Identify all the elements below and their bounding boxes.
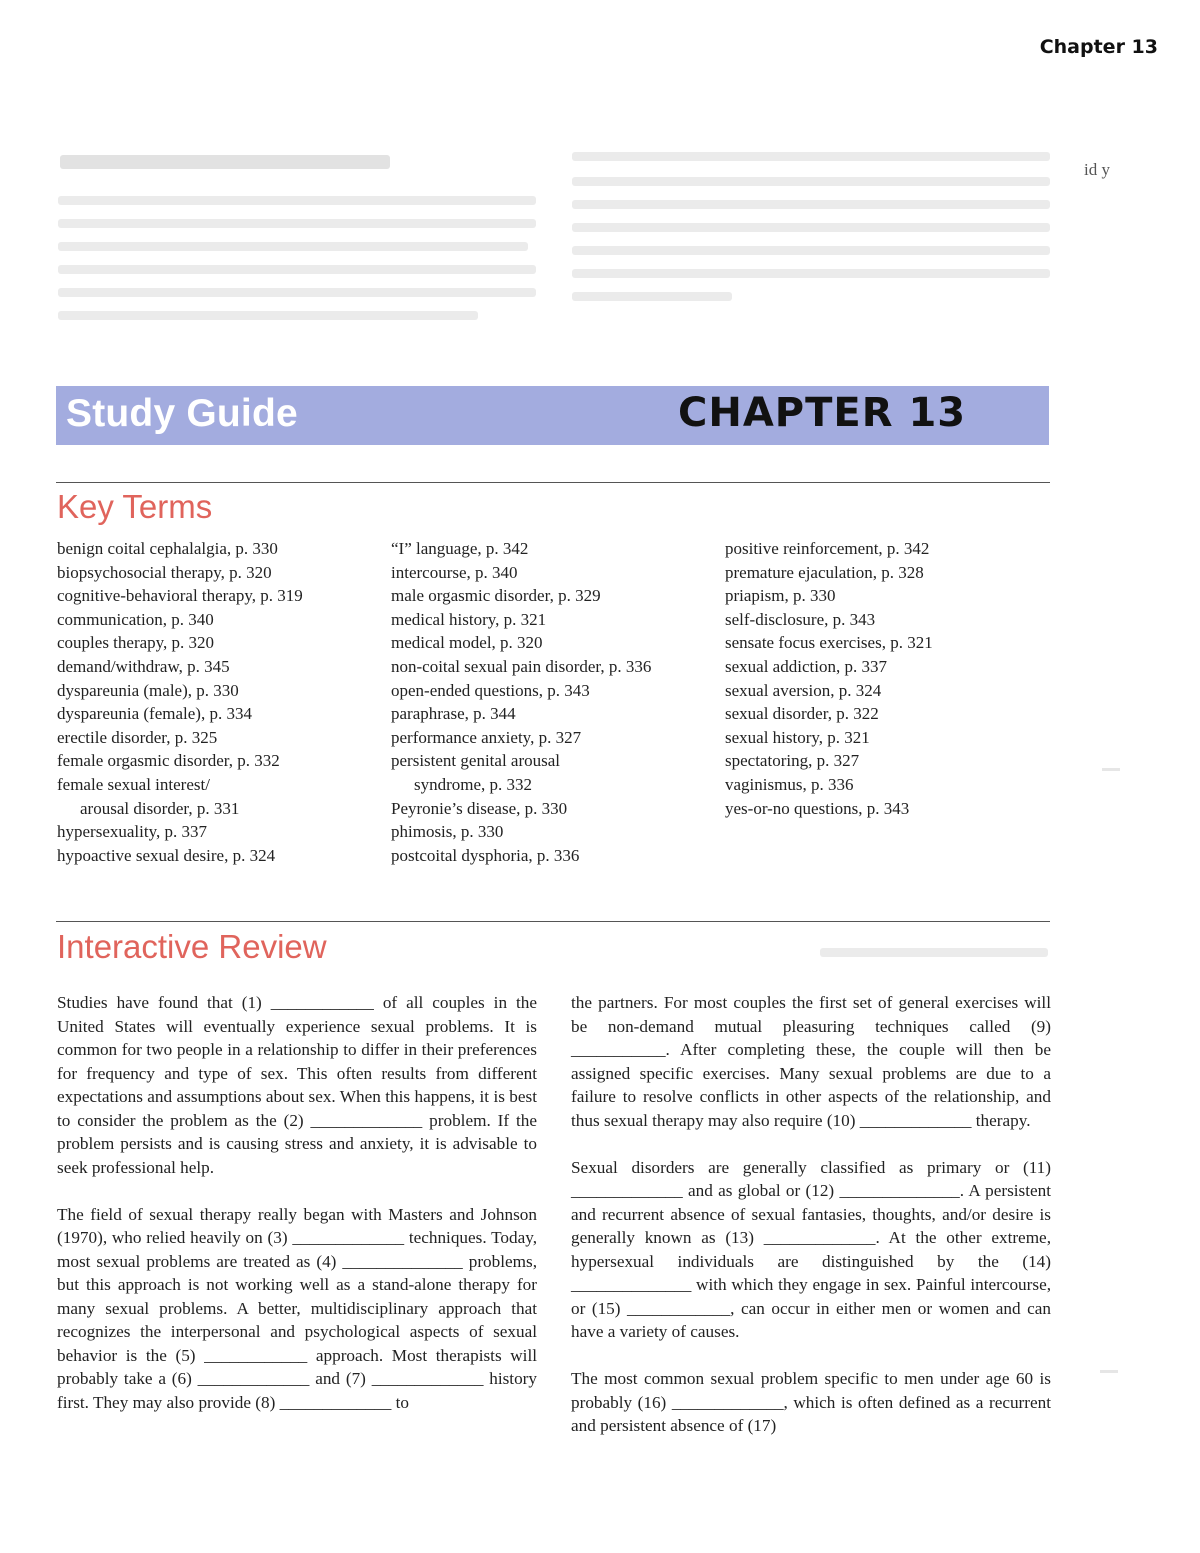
key-term: yes-or-no questions, p. 343: [725, 798, 910, 818]
key-term: Peyronie’s disease, p. 330: [391, 798, 568, 818]
banner-title: Study Guide: [66, 392, 298, 435]
key-term: arousal disorder, p. 331: [80, 798, 240, 818]
review-column-right: [571, 991, 1051, 1461]
key-term: sensate focus exercises, p. 321: [725, 633, 933, 653]
review-paragraph: Sexual disorders are generally classified as primary or (11) _____________ and as global or (12) ______________. A persistent and recurrent absence of sexual fantasies, thoughts, and/or desire is generally known as (13) _____________. At the other extreme, hypersexual individuals are distinguished by the (14) ______________ with which they engage in sex. Painful intercourse, or (15) ____________, can occur in either men or women and can have a variety of causes.: [571, 1157, 1051, 1341]
key-term: syndrome, p. 332: [414, 774, 533, 794]
key-term: vaginismus, p. 336: [725, 774, 854, 794]
review-paragraph: the partners. For most couples the first set of general exercises will be non-demand mutual pleasuring techniques called (9) ___________. After completing these, the couple will then be assigned specific exercises. Many sexual problems are due to a failure to resolve conflicts in other aspects of the relationship, and thus sexual therapy may also require (10) _____________ therapy.: [571, 993, 1051, 1130]
key-terms-column-1: [57, 537, 303, 867]
section-divider: [56, 921, 1050, 922]
key-terms-column-2: [391, 537, 651, 867]
key-term: female sexual interest/: [57, 774, 210, 794]
key-term: sexual aversion, p. 324: [725, 680, 882, 700]
key-term: spectatoring, p. 327: [725, 751, 860, 771]
key-terms-heading: Key Terms: [57, 488, 213, 525]
key-term: sexual history, p. 321: [725, 727, 870, 747]
margin-mark: [1102, 768, 1120, 771]
key-term: intercourse, p. 340: [391, 562, 518, 582]
running-head: Chapter 13: [1039, 36, 1158, 58]
review-paragraph: The most common sexual problem specific to men under age 60 is probably (16) _____________, which is often defined as a recurrent and persistent absence of (17): [571, 1369, 1051, 1435]
review-column-left: [57, 991, 537, 1438]
key-term: open-ended questions, p. 343: [391, 680, 590, 700]
key-term: female orgasmic disorder, p. 332: [57, 751, 280, 771]
key-term: priapism, p. 330: [725, 586, 836, 606]
key-term: dyspareunia (female), p. 334: [57, 704, 252, 724]
key-term: cognitive-behavioral therapy, p. 319: [57, 586, 303, 606]
key-term: communication, p. 340: [57, 609, 214, 629]
key-term: hypersexuality, p. 337: [57, 822, 207, 842]
key-term: persistent genital arousal: [391, 751, 561, 771]
key-term: medical model, p. 320: [391, 633, 543, 653]
key-term: sexual addiction, p. 337: [725, 656, 887, 676]
key-term: non-coital sexual pain disorder, p. 336: [391, 656, 652, 676]
margin-mark: [1100, 1370, 1118, 1373]
key-term: sexual disorder, p. 322: [725, 704, 879, 724]
key-term: male orgasmic disorder, p. 329: [391, 586, 601, 606]
key-term: dyspareunia (male), p. 330: [57, 680, 239, 700]
key-term: benign coital cephalalgia, p. 330: [57, 539, 278, 558]
key-term: biopsychosocial therapy, p. 320: [57, 562, 272, 582]
key-terms-column-3: [725, 537, 933, 820]
key-term: hypoactive sexual desire, p. 324: [57, 845, 276, 865]
interactive-review-heading: Interactive Review: [57, 928, 327, 965]
key-term: postcoital dysphoria, p. 336: [391, 845, 580, 865]
bleed-through-fragment: id y: [1084, 160, 1110, 179]
key-term: self-disclosure, p. 343: [725, 609, 876, 629]
banner-chapter-label: CHAPTER 13: [678, 390, 967, 436]
review-paragraph: The field of sexual therapy really began with Masters and Johnson (1970), who relied heavily on (3) _____________ techniques. Today, most sexual problems are treated as (4) ______________ problems, but this approach is not working well as a stand-alone therapy for many sexual problems. A better, multidisciplinary approach that recognizes the interpersonal and psychological aspects of sexual behavior is the (5) ____________ approach. Most therapists will probably take a (6) _____________ and (7) _____________ history first. They may also provide (8) _____________ to: [57, 1204, 537, 1412]
section-divider: [56, 482, 1050, 483]
key-term: erectile disorder, p. 325: [57, 727, 218, 747]
key-term: demand/withdraw, p. 345: [57, 656, 230, 676]
key-term: performance anxiety, p. 327: [391, 727, 582, 747]
review-paragraph: Studies have found that (1) ____________ of all couples in the United States will eventually experience sexual problems. It is common for two people in a relationship to differ in their preferences for frequency and type of sex. This often results from different expectations and assumptions about sex. When this happens, it is best to consider the problem as the (2) _____________ problem. If the problem persists and is causing stress and anxiety, it is advisable to seek professional help.: [57, 993, 537, 1177]
key-term: medical history, p. 321: [391, 609, 547, 629]
key-term: paraphrase, p. 344: [391, 704, 516, 724]
key-term: phimosis, p. 330: [391, 822, 504, 842]
key-term: positive reinforcement, p. 342: [725, 539, 930, 558]
key-term: premature ejaculation, p. 328: [725, 562, 924, 582]
key-term: “I” language, p. 342: [391, 539, 529, 558]
key-term: couples therapy, p. 320: [57, 633, 215, 653]
